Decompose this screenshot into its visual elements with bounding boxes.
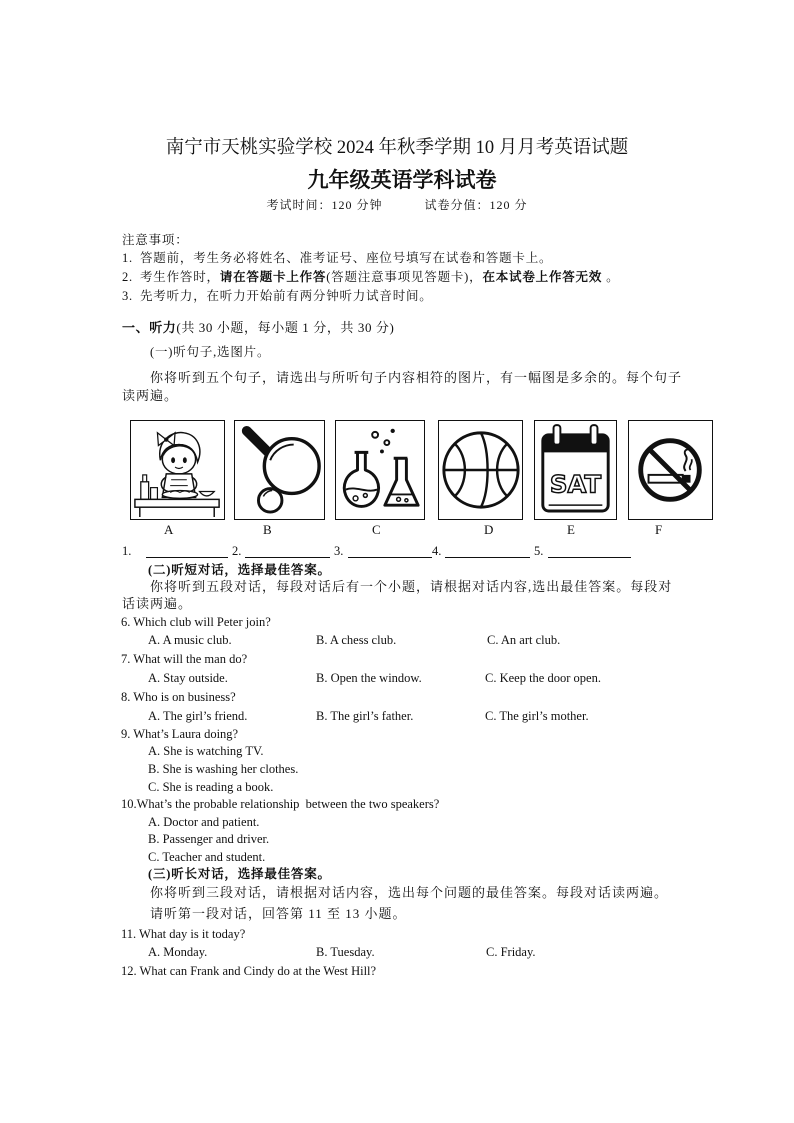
question-9-option-c[interactable]: C. She is reading a book.	[148, 780, 274, 794]
question-6-option-c[interactable]: C. An art club.	[487, 633, 561, 647]
picture-b	[234, 420, 325, 520]
question-9-option-b[interactable]: B. She is washing her clothes.	[148, 762, 299, 776]
ping-pong-icon	[235, 421, 324, 519]
notice-item-1-number: 1.	[122, 251, 133, 265]
question-11-option-b[interactable]: B. Tuesday.	[316, 945, 375, 959]
question-12: 12. What can Frank and Cindy do at the West Hill?	[121, 964, 377, 978]
picture-label-e: E	[567, 522, 575, 537]
exam-title: 南宁市天桃实验学校 2024 年秋季学期 10 月月考英语试题	[165, 138, 629, 158]
blank-number-1: 1.	[122, 544, 132, 558]
picture-label-f: F	[655, 522, 663, 537]
question-11-option-a[interactable]: A. Monday.	[148, 945, 208, 959]
exam-subtitle: 九年级英语学科试卷	[307, 168, 497, 192]
question-11: 11. What day is it today?	[121, 927, 246, 941]
exam-time: 考试时间：120 分钟	[266, 198, 383, 212]
question-8: 8. Who is on business?	[121, 690, 236, 704]
notice-item-2-text-a: 考生作答时，	[140, 270, 220, 284]
question-7-option-c[interactable]: C. Keep the door open.	[485, 671, 601, 685]
part3-title: (三)听长对话，选择最佳答案。	[148, 867, 331, 881]
section-note: (共 30 小题，每小题 1 分，共 30 分)	[176, 320, 395, 335]
picture-d	[438, 420, 523, 520]
question-8-option-b[interactable]: B. The girl’s father.	[316, 709, 414, 723]
section-number: 一、	[122, 320, 150, 335]
picture-f	[628, 420, 713, 520]
question-6: 6. Which club will Peter join?	[121, 615, 271, 629]
picture-label-c: C	[372, 522, 381, 537]
section-title: 听力	[149, 320, 177, 335]
question-8-option-a[interactable]: A. The girl’s friend.	[148, 709, 248, 723]
question-11-option-c[interactable]: C. Friday.	[486, 945, 536, 959]
exam-info	[0, 198, 794, 214]
part3-instruction-line-1: 你将听到三段对话，请根据对话内容，选出每个问题的最佳答案。每段对话读两遍。	[150, 885, 669, 900]
answer-blank-5[interactable]	[548, 543, 631, 558]
question-10: 10.What’s the probable relationship between the two speakers?	[121, 797, 440, 811]
notice-item-3-text: 先考听力，在听力开始前有两分钟听力试音时间。	[140, 289, 433, 303]
question-7: 7. What will the man do?	[121, 652, 248, 666]
answer-blank-2[interactable]	[245, 543, 330, 558]
question-8-option-c[interactable]: C. The girl’s mother.	[485, 709, 589, 723]
question-6-option-b[interactable]: B. A chess club.	[316, 633, 397, 647]
part1-instruction-line-1: 你将听到五个句子，请选出与所听句子内容相符的图片，有一幅图是多余的。每个句子	[150, 370, 683, 385]
question-6-option-a[interactable]: A. A music club.	[148, 633, 232, 647]
question-10-option-c[interactable]: C. Teacher and student.	[148, 850, 266, 864]
part2-title: (二)听短对话，选择最佳答案。	[148, 563, 331, 577]
notice-item-2-text-e: 。	[602, 270, 620, 284]
section-heading-listening	[122, 320, 394, 337]
blank-number-5: 5.	[534, 544, 544, 558]
calendar-saturday-icon	[535, 421, 616, 519]
exam-score: 试卷分值：120 分	[424, 198, 528, 212]
blank-number-2: 2.	[232, 544, 242, 558]
notice-heading: 注意事项：	[122, 233, 189, 247]
part1-title: (一)听句子,选图片。	[150, 345, 271, 359]
picture-label-a: A	[164, 522, 174, 537]
no-smoking-icon	[629, 421, 712, 519]
answer-blank-4[interactable]	[445, 543, 530, 558]
notice-item-1	[122, 250, 552, 266]
chemistry-flasks-icon	[336, 421, 424, 519]
picture-e	[534, 420, 617, 520]
answer-blank-3[interactable]	[348, 543, 432, 558]
basketball-icon	[439, 421, 522, 519]
notice-item-2-number: 2.	[122, 270, 133, 284]
girl-cooking-icon	[131, 421, 224, 519]
notice-item-1-text: 答题前，考生务必将姓名、准考证号、座位号填写在试卷和答题卡上。	[140, 251, 553, 265]
picture-label-d: D	[484, 522, 494, 537]
question-7-option-a[interactable]: A. Stay outside.	[148, 671, 228, 685]
picture-a	[130, 420, 225, 520]
picture-label-b: B	[263, 522, 272, 537]
question-10-option-a[interactable]: A. Doctor and patient.	[148, 815, 260, 829]
part2-instruction-line-1: 你将听到五段对话，每段对话后有一个小题，请根据对话内容,选出最佳答案。每段对	[150, 579, 673, 594]
part2-instruction-line-2: 话读两遍。	[122, 596, 193, 611]
notice-item-2	[122, 269, 619, 285]
part3-instruction-line-2: 请听第一段对话，回答第 11 至 13 小题。	[150, 906, 407, 921]
question-7-option-b[interactable]: B. Open the window.	[316, 671, 422, 685]
notice-item-2-text-d: 在本试卷上作答无效	[482, 270, 603, 284]
notice-item-2-text-b: 请在答题卡上作答	[219, 270, 327, 284]
question-9-option-a[interactable]: A. She is watching TV.	[148, 744, 264, 758]
notice-item-2-text-c: (答题注意事项见答题卡)，	[326, 270, 483, 284]
picture-c	[335, 420, 425, 520]
answer-blank-1[interactable]	[146, 543, 228, 558]
blank-number-4: 4.	[432, 544, 442, 558]
part1-instruction-line-2: 读两遍。	[122, 388, 179, 403]
notice-item-3	[122, 288, 433, 304]
question-10-option-b[interactable]: B. Passenger and driver.	[148, 832, 270, 846]
question-9: 9. What’s Laura doing?	[121, 727, 239, 741]
calendar-day-text: SAT	[549, 469, 602, 499]
blank-number-3: 3.	[334, 544, 344, 558]
notice-item-3-number: 3.	[122, 289, 133, 303]
